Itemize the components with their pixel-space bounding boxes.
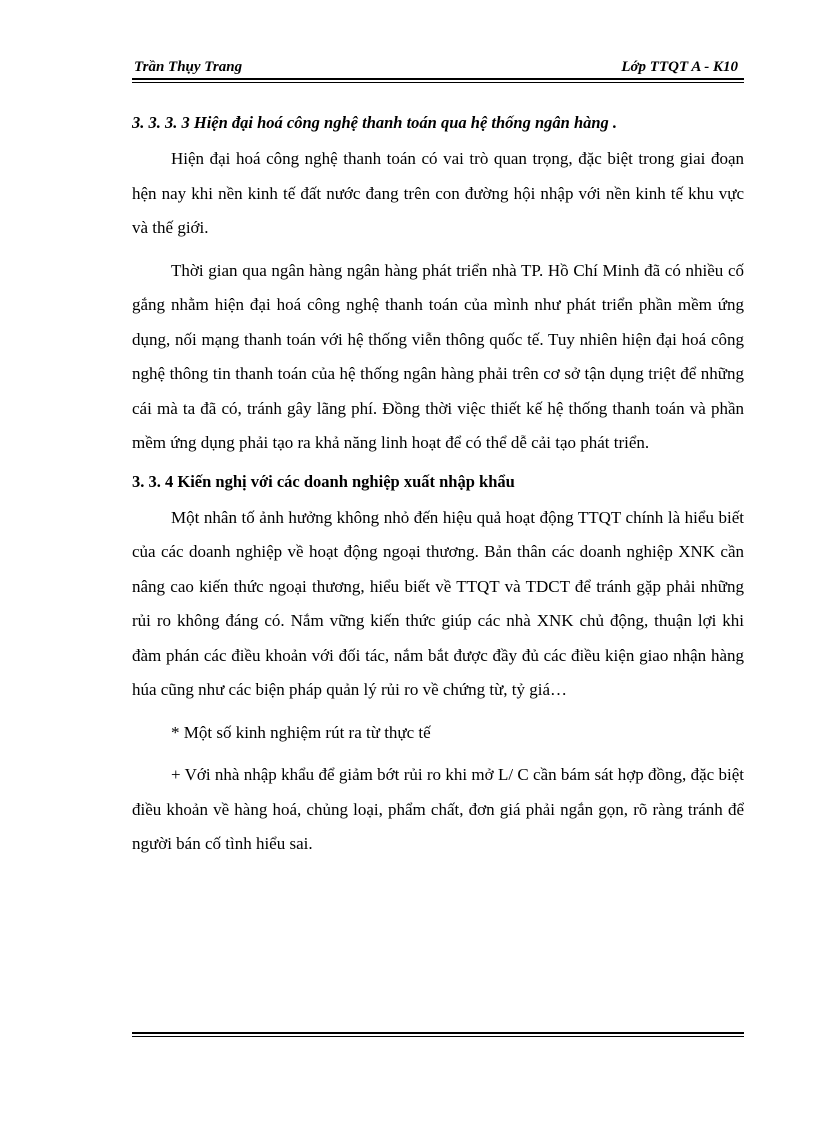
footer-divider	[132, 1032, 744, 1037]
section-heading-3-3-4: 3. 3. 4 Kiến nghị với các doanh nghiệp xuất nhập khẩu	[132, 471, 515, 491]
section-heading-3-3-3-3: 3. 3. 3. 3 Hiện đại hoá công nghệ thanh toán qua hệ thống ngân hàng .	[132, 113, 618, 132]
document-body	[132, 106, 744, 862]
header-class-label: Lớp TTQT A - K10	[621, 59, 738, 75]
header-divider	[132, 78, 744, 83]
paragraph-importer-advice: + Với nhà nhập khẩu để giảm bớt rủi ro khi mở L/ C cần bám sát hợp đồng, đặc biệt điều khoản về hàng hoá, chủng loại, phẩm chất, đơn giá phải ngắn gọn, rõ ràng tránh để người bán cố tình hiểu sai.	[132, 765, 744, 853]
header-author: Trần Thụy Trang	[134, 59, 243, 75]
paragraph-enterprise-knowledge: Một nhân tố ảnh hưởng không nhỏ đến hiệu quả hoạt động TTQT chính là hiểu biết của các doanh nghiệp về hoạt động ngoại thương. Bản thân các doanh nghiệp XNK cần nâng cao kiến thức ngoại thương, hiểu biết về TTQT và TDCT để tránh gặp phải những rủi ro không đáng có. Nắm vững kiến thức giúp các nhà XNK chủ động, thuận lợi khi đàm phán các điều khoản với đối tác, nắm bắt được đầy đủ các điều kiện giao nhận hàng húa cũng như các biện pháp quản lý rủi ro về chứng từ, tỷ giá…	[132, 507, 744, 699]
paragraph-hcmc-bank-efforts: Thời gian qua ngân hàng ngân hàng phát triển nhà TP. Hồ Chí Minh đã có nhiều cố gắng nhằm hiện đại hoá công nghệ thanh toán của mình như phát triển phần mềm ứng dụng, nối mạng thanh toán với hệ thống viễn thông quốc tế. Tuy nhiên hiện đại hoá công nghệ thông tin thanh toán của hệ thống ngân hàng phải trên cơ sở tận dụng triệt để những cái mà ta đã có, tránh gây lãng phí. Đồng thời việc thiết kế hệ thống thanh toán và phần mềm ứng dụng phải tạo ra khả năng linh hoạt để có thể dễ cải tạo phát triển.	[132, 260, 744, 452]
paragraph-experience-intro: * Một số kinh nghiệm rút ra từ thực tế	[171, 722, 431, 742]
page-header	[132, 56, 744, 80]
paragraph-modernization-role: Hiện đại hoá công nghệ thanh toán có vai trò quan trọng, đặc biệt trong giai đoạn hện nay khi nền kinh tế đất nước đang trên con đường hội nhập với nền kinh tế khu vực và thế giới.	[132, 149, 744, 237]
